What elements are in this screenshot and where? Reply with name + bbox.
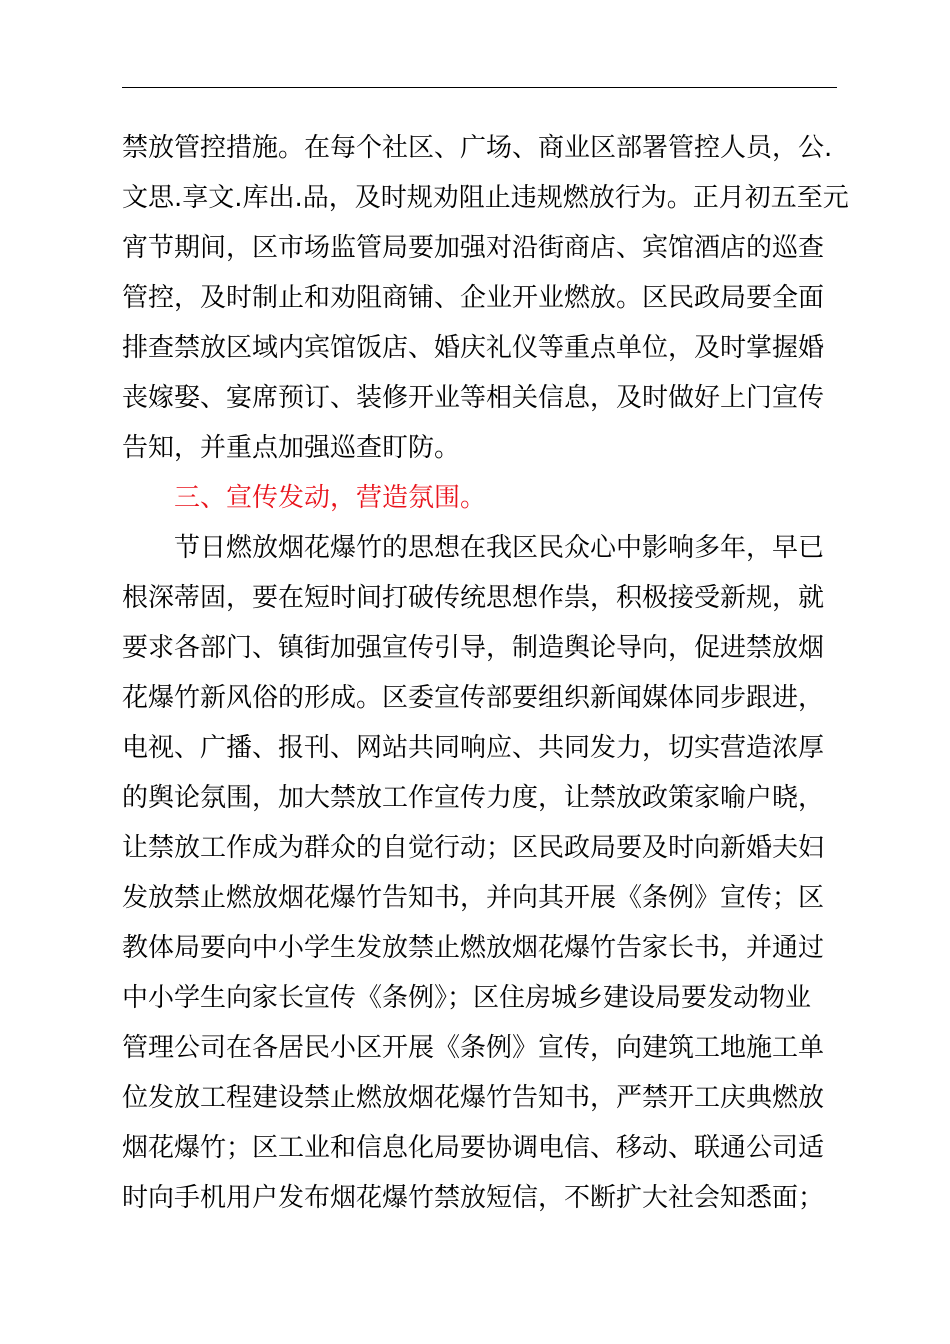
body-line-13: 电视、广播、报刊、网站共同响应、共同发力，切实营造浓厚 — [122, 733, 825, 763]
body-line-1: 禁放管控措施。在每个社区、广场、商业区部署管控人员，公. — [122, 133, 833, 163]
body-line-6: 丧嫁娶、宴席预订、装修开业等相关信息，及时做好上门宣传 — [122, 383, 825, 413]
body-line-15: 让禁放工作成为群众的自觉行动；区民政局要及时向新婚夫妇 — [122, 833, 825, 863]
body-line-20: 位发放工程建设禁止燃放烟花爆竹告知书，严禁开工庆典燃放 — [122, 1083, 825, 1113]
body-line-9: 节日燃放烟花爆竹的思想在我区民众心中影响多年，早已 — [174, 533, 825, 563]
body-line-2: 文思.享文.库出.品，及时规劝阻止违规燃放行为。正月初五至元 — [122, 183, 849, 213]
body-line-4: 管控，及时制止和劝阻商铺、企业开业燃放。区民政局要全面 — [122, 283, 825, 313]
body-line-5: 排查禁放区域内宾馆饭店、婚庆礼仪等重点单位，及时掌握婚 — [122, 333, 825, 363]
body-line-17: 教体局要向中小学生发放禁止燃放烟花爆竹告家长书，并通过 — [122, 933, 825, 963]
body-line-10: 根深蒂固，要在短时间打破传统思想作祟，积极接受新规，就 — [122, 583, 825, 613]
body-line-3: 宵节期间，区市场监管局要加强对沿街商店、宾馆酒店的巡查 — [122, 233, 825, 263]
body-line-18: 中小学生向家长宣传《条例》；区住房城乡建设局要发动物业 — [122, 983, 812, 1013]
body-line-11: 要求各部门、镇街加强宣传引导，制造舆论导向，促进禁放烟 — [122, 633, 825, 663]
section-heading: 三、宣传发动，营造氛围。 — [174, 483, 487, 513]
body-line-22: 时向手机用户发布烟花爆竹禁放短信，不断扩大社会知悉面； — [122, 1183, 825, 1213]
body-line-19: 管理公司在各居民小区开展《条例》宣传，向建筑工地施工单 — [122, 1033, 825, 1063]
body-line-7: 告知，并重点加强巡查盯防。 — [122, 433, 461, 463]
body-line-14: 的舆论氛围，加大禁放工作宣传力度，让禁放政策家喻户晓， — [122, 783, 825, 813]
body-line-16: 发放禁止燃放烟花爆竹告知书，并向其开展《条例》宣传；区 — [122, 883, 825, 913]
body-line-21: 烟花爆竹；区工业和信息化局要协调电信、移动、联通公司适 — [122, 1133, 825, 1163]
body-line-12: 花爆竹新风俗的形成。区委宣传部要组织新闻媒体同步跟进， — [122, 683, 825, 713]
header-rule — [122, 87, 837, 88]
